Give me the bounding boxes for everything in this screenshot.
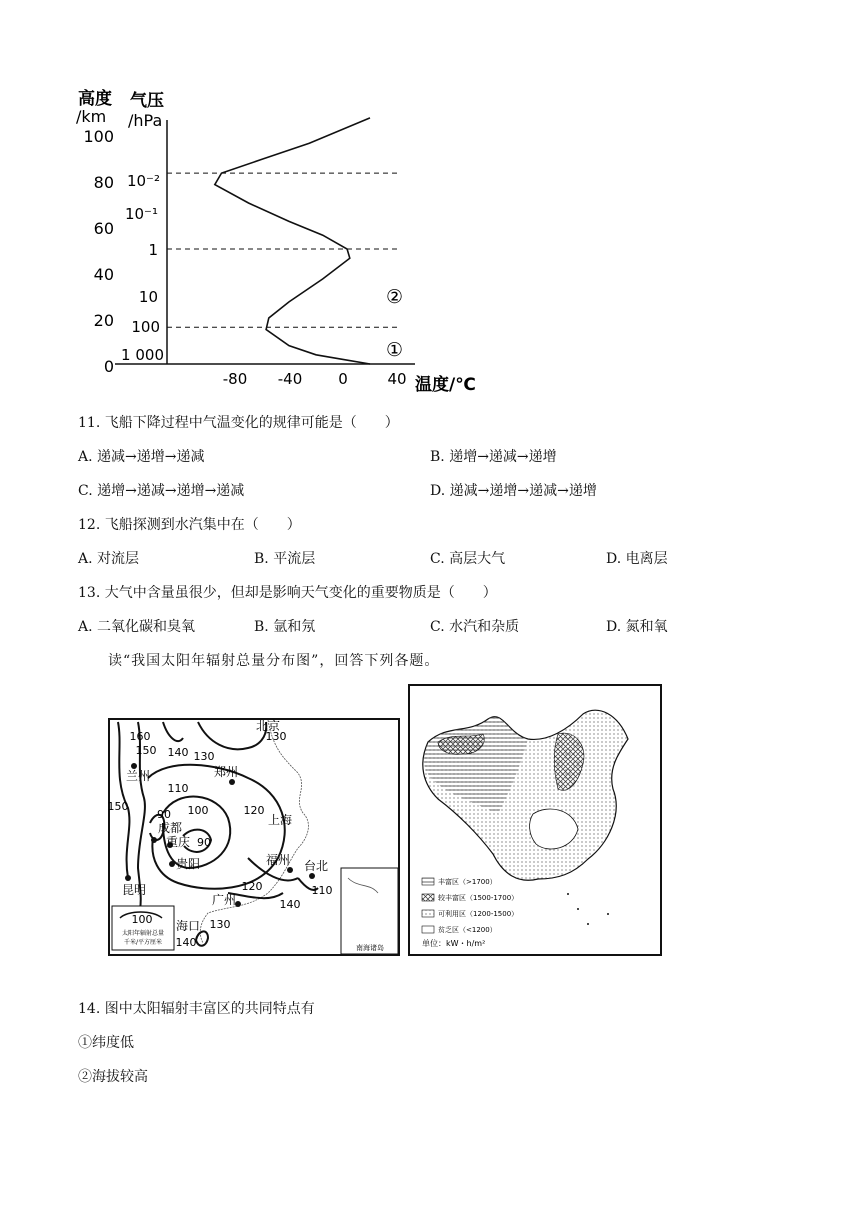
city-label: 台北 [304, 859, 329, 873]
pressure-tick: 10⁻¹ [124, 205, 158, 223]
pressure-tick: 1 000 [121, 346, 164, 364]
layer-boundaries [167, 173, 400, 327]
zone-legend-item: 较丰富区（1500-1700） [438, 894, 519, 902]
layer-mark-troposphere: ① [386, 339, 404, 361]
zone-legend-item: 丰富区（>1700） [438, 878, 497, 886]
isoline-label: 110 [311, 884, 333, 897]
option-a[interactable]: A. 递减→递增→递减 [78, 449, 205, 465]
question-stem: 13. 大气中含量虽很少，但却是影响天气变化的重要物质是（ ） [78, 585, 497, 601]
city-label: 兰州 [126, 769, 151, 783]
temp-tick: 0 [338, 370, 348, 388]
height-tick: 0 [103, 357, 114, 376]
option-b[interactable]: B. 氩和氖 [254, 619, 316, 635]
map-intro: 读“我国太阳年辐射总量分布图”，回答下列各题。 [108, 653, 440, 669]
question-14-stem: 14. 图中太阳辐射丰富区的共同特点有 [78, 1001, 315, 1017]
isoline-label: 130 [265, 730, 287, 743]
radiation-zone-map [408, 684, 662, 956]
height-unit: /km [76, 107, 107, 126]
temp-tick: 40 [387, 370, 407, 388]
city-label: 昆明 [122, 883, 147, 897]
atmosphere-profile-chart [70, 70, 500, 400]
city-label: 福州 [266, 853, 291, 867]
height-ticks [83, 127, 114, 376]
pressure-tick: 100 [131, 318, 160, 336]
temp-label: 温度/℃ [415, 375, 476, 395]
option-b[interactable]: B. 平流层 [254, 551, 316, 567]
isoline-label: 140 [279, 898, 301, 911]
height-tick: 60 [93, 219, 114, 238]
city-label: 北京 [256, 719, 281, 733]
height-tick: 20 [93, 311, 114, 330]
height-tick: 100 [83, 127, 114, 146]
city-label: 上海 [268, 813, 293, 827]
question-stem: 11. 飞船下降过程中气温变化的规律可能是（ ） [78, 415, 399, 431]
pressure-label: 气压 [130, 91, 164, 111]
temperature-curve [215, 118, 370, 364]
pressure-tick: 1 [148, 241, 158, 259]
isoline-label: 110 [167, 782, 189, 795]
option-a[interactable]: A. 二氧化碳和臭氧 [78, 619, 196, 635]
isoline-label: 130 [193, 750, 215, 763]
pressure-tick: 10 [138, 288, 158, 306]
zone-legend-item: 可利用区（1200-1500） [438, 910, 519, 918]
city-label: 贵阳 [176, 857, 201, 871]
isoline-label: 120 [241, 880, 263, 893]
isoline-label: 130 [209, 918, 231, 931]
isoline-label: 90 [197, 836, 211, 849]
option-c[interactable]: C. 水汽和杂质 [430, 619, 520, 635]
option-c[interactable]: C. 高层大气 [430, 551, 506, 567]
option-d[interactable]: D. 递减→递增→递减→递增 [430, 483, 597, 499]
option-c[interactable]: C. 递增→递减→递增→递减 [78, 483, 245, 499]
isoline-label: 150 [108, 800, 129, 813]
legend-text: 太阳年辐射总量 [121, 930, 165, 937]
isoline-label: 100 [187, 804, 209, 817]
option-a[interactable]: A. 对流层 [78, 551, 140, 567]
temp-tick: -40 [277, 370, 303, 388]
city-label: 重庆 [166, 835, 191, 849]
isoline-label: 140 [175, 936, 197, 949]
pressure-ticks [121, 172, 164, 364]
pressure-unit: /hPa [128, 111, 163, 130]
isoline-label: 90 [157, 808, 171, 821]
isoline-label: 120 [243, 804, 265, 817]
legend-text: 千米/平方厘米 [123, 939, 163, 946]
question-stem: 12. 飞船探测到水汽集中在（ ） [78, 517, 301, 533]
temp-tick: -80 [222, 370, 248, 388]
city-label: 海口 [176, 919, 201, 933]
option-b[interactable]: B. 递增→递减→递增 [430, 449, 557, 465]
isoline-label: 150 [135, 744, 157, 757]
height-tick: 80 [93, 173, 114, 192]
city-label: 成都 [158, 821, 183, 835]
height-label: 高度 [78, 89, 112, 109]
temp-ticks [223, 370, 407, 388]
city-label: 广州 [212, 893, 237, 907]
statement-2: ②海拔较高 [78, 1069, 148, 1085]
isoline-label: 160 [129, 730, 151, 743]
isoline-label: 140 [167, 746, 189, 759]
radiation-isoline-map [108, 718, 400, 956]
zone-legend-item: 贫乏区（<1200） [438, 926, 497, 934]
inset-label: 南海诸岛 [356, 944, 384, 952]
height-tick: 40 [93, 265, 114, 284]
layer-mark-stratosphere: ② [386, 286, 404, 308]
zone-unit: 单位：kW・h/m² [422, 939, 486, 948]
statement-1: ①纬度低 [78, 1035, 134, 1051]
city-label: 郑州 [214, 765, 239, 779]
south-china-sea-inset [341, 868, 398, 954]
legend-value: 100 [131, 913, 153, 926]
pressure-tick: 10⁻² [126, 172, 160, 190]
option-d[interactable]: D. 电离层 [606, 551, 668, 567]
option-d[interactable]: D. 氮和氧 [606, 619, 668, 635]
